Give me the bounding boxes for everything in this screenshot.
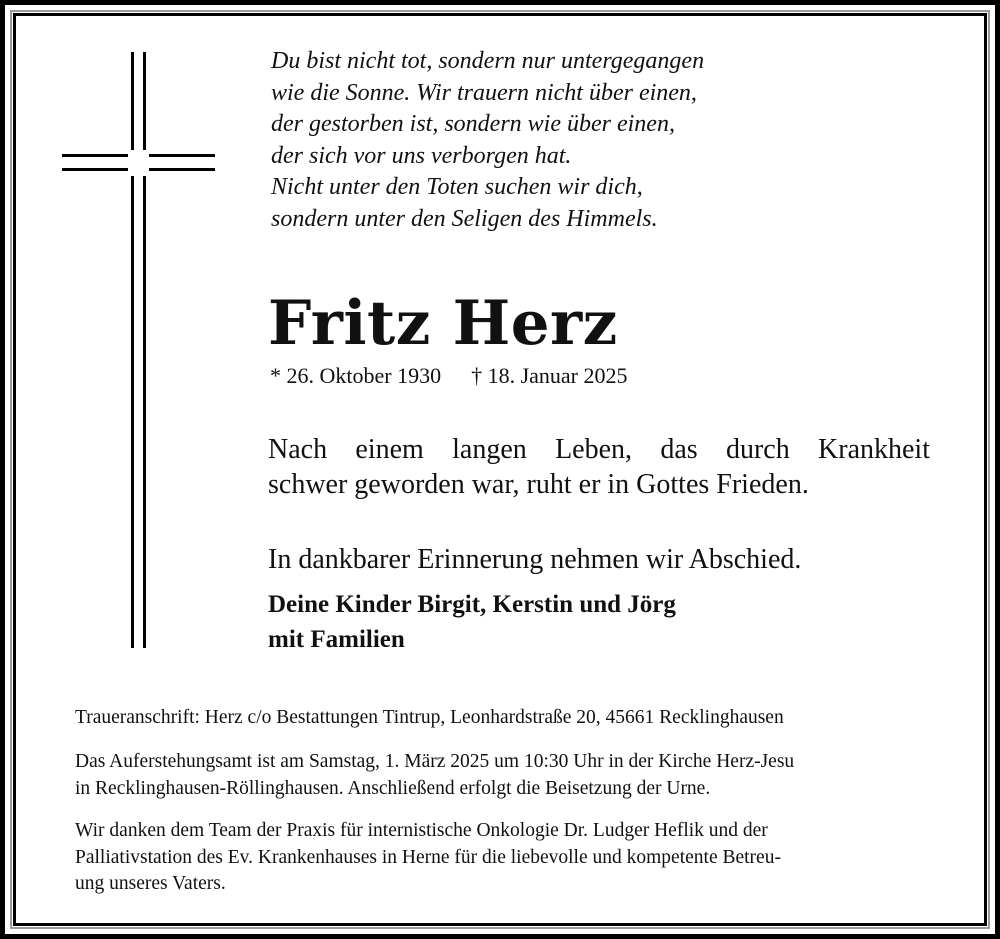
service-line: in Recklinghausen-Röllinghausen. Anschließend erfolgt die Beisetzung der Urne. xyxy=(75,777,711,799)
poem-line: der sich vor uns verborgen hat. xyxy=(271,142,572,169)
poem-line: sondern unter den Seligen des Himmels. xyxy=(271,205,658,232)
family-line: mit Familien xyxy=(268,626,405,653)
thanks-line: Wir danken dem Team der Praxis für internistische Onkologie Dr. Ludger Heflik und der xyxy=(75,820,768,841)
service-info xyxy=(75,749,937,802)
thanks-line: ung unseres Vaters. xyxy=(75,873,226,894)
life-dates xyxy=(270,362,628,390)
mourning-address xyxy=(75,705,937,732)
thanks-line: Palliativstation des Ev. Krankenhauses in Herne für die liebevolle und kompetente Betreu- xyxy=(75,846,781,868)
farewell-text: In dankbarer Erinnerung nehmen wir Abschied. xyxy=(268,544,802,575)
family-signature xyxy=(268,587,676,657)
statement-line: Nach einem langen Leben, das durch Krankheit xyxy=(268,434,930,465)
address-line: Traueranschrift: Herz c/o Bestattungen Tintrup, Leonhardstraße 20, 45661 Recklinghausen xyxy=(75,707,784,728)
poem-line: Du bist nicht tot, sondern nur untergegangen xyxy=(271,48,705,74)
service-line: Das Auferstehungsamt ist am Samstag, 1. März 2025 um 10:30 Uhr in der Kirche Herz-Jesu xyxy=(75,751,795,772)
cross-vertical-right xyxy=(143,52,146,648)
death-date: † 18. Januar 2025 xyxy=(471,363,628,388)
cross-arm-right-top xyxy=(149,154,215,157)
poem-line: wie die Sonne. Wir trauern nicht über einen, xyxy=(271,79,697,106)
cross-arm-right-bottom xyxy=(149,168,215,171)
deceased-name: Fritz Herz xyxy=(268,288,618,359)
poem-line: Nicht unter den Toten suchen wir dich, xyxy=(271,174,643,200)
statement-line: schwer geworden war, ruht er in Gottes Frieden. xyxy=(268,469,809,500)
cross-arm-left-top xyxy=(62,154,128,157)
cross-vertical-left xyxy=(131,52,134,648)
family-line: Deine Kinder Birgit, Kerstin und Jörg xyxy=(268,591,676,618)
statement xyxy=(268,432,930,502)
poem xyxy=(271,46,831,235)
thanks-text xyxy=(75,818,937,898)
birth-date: * 26. Oktober 1930 xyxy=(270,363,442,388)
poem-line: der gestorben ist, sondern wie über einen, xyxy=(271,111,675,137)
cross-arm-left-bottom xyxy=(62,168,128,171)
cross-center-gap xyxy=(128,150,148,176)
